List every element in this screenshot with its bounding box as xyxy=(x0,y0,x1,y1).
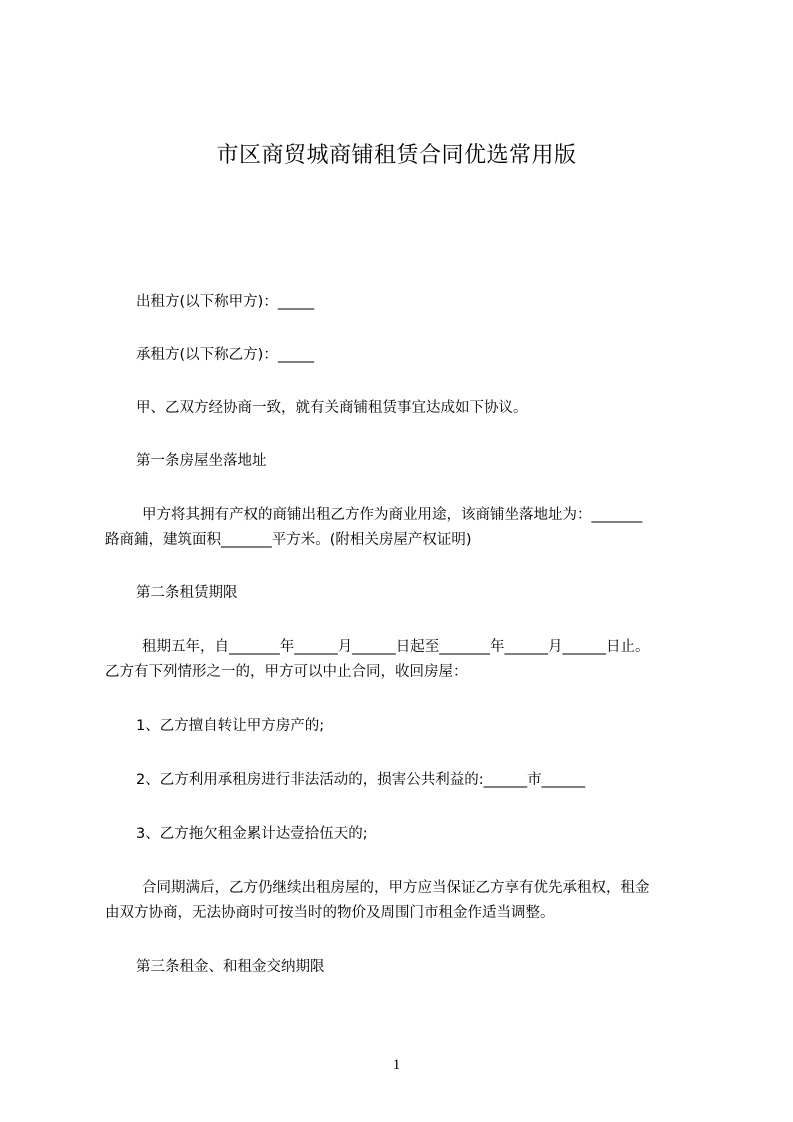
termination-item-1: 1、乙方擅自转让甲方房产的; xyxy=(136,718,325,734)
lessor-line: 出租方(以下称甲方)：_____ xyxy=(136,294,315,310)
renewal-paragraph-line-2: 由双方协商，无法协商时可按当时的物价及周围门市租金作适当调整。 xyxy=(105,905,555,921)
article-2-heading: 第二条租赁期限 xyxy=(136,585,238,601)
termination-intro-line: 乙方有下列情形之一的，甲方可以中止合同，收回房屋： xyxy=(105,664,468,680)
agreement-intro: 甲、乙双方经协商一致，就有关商铺租赁事宜达成如下协议。 xyxy=(136,400,528,416)
article-1-text-line-1: 甲方将其拥有产权的商铺出租乙方作为商业用途，该商铺坐落地址为：_______ xyxy=(142,507,643,523)
termination-item-2: 2、乙方利用承租房进行非法活动的，损害公共利益的:______市______ xyxy=(136,772,586,788)
document-title: 市区商贸城商铺租赁合同优选常用版 xyxy=(216,143,577,168)
page-number: 1 xyxy=(392,1057,401,1073)
lease-term-line: 租期五年，自_______年______月______日起至_______年______月______日止。 xyxy=(142,639,650,655)
article-1-text-line-2: 路商鋪，建筑面积_______平方米。(附相关房屋产权证明) xyxy=(105,532,472,548)
article-1-heading: 第一条房屋坐落地址 xyxy=(136,453,267,469)
termination-item-3: 3、乙方拖欠租金累计达壹拾伍天的; xyxy=(136,826,368,842)
renewal-paragraph-line-1: 合同期满后，乙方仍继续出租房屋的，甲方应当保证乙方享有优先承租权，租金 xyxy=(142,880,650,896)
lessee-line: 承租方(以下称乙方)：_____ xyxy=(136,347,315,363)
article-3-heading: 第三条租金、和租金交纳期限 xyxy=(136,959,325,975)
